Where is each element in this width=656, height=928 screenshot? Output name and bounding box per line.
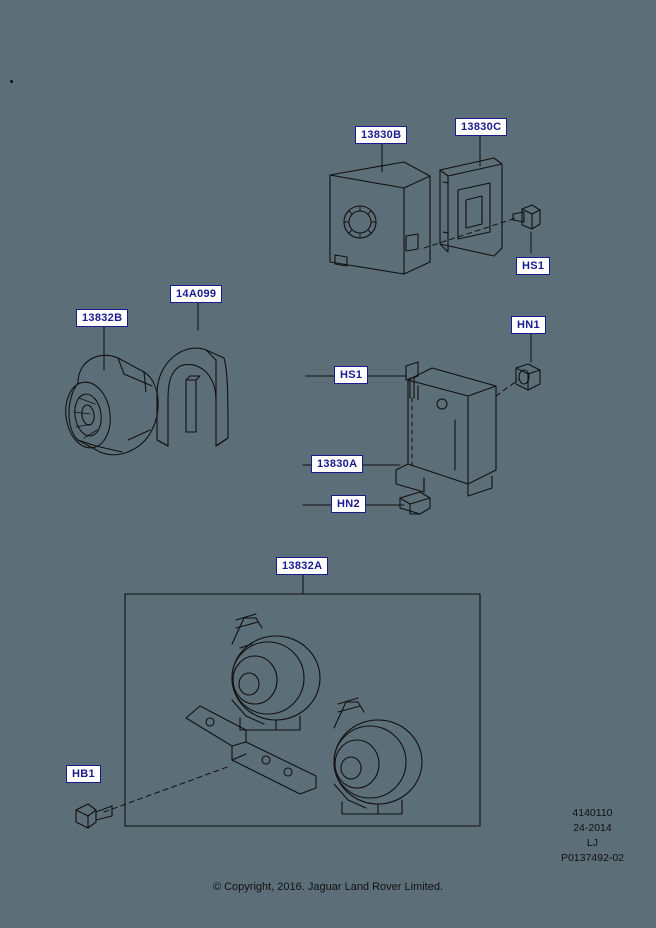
callout-HS1-middle[interactable]: HS1	[334, 366, 368, 384]
drawing-date: 24-2014	[573, 822, 612, 834]
leader-lines	[104, 135, 531, 594]
part-HB1-bolt	[76, 804, 112, 828]
part-13832A-horn-upper	[232, 614, 320, 730]
callout-HS1-top[interactable]: HS1	[516, 257, 550, 275]
callout-13832A[interactable]: 13832A	[276, 557, 328, 575]
part-HN2-clip	[400, 492, 430, 514]
callout-HN2[interactable]: HN2	[331, 495, 366, 513]
part-13832B-horn	[62, 355, 158, 454]
callout-13830B[interactable]: 13830B	[355, 126, 407, 144]
registration-mark	[10, 80, 13, 83]
callout-14A099[interactable]: 14A099	[170, 285, 222, 303]
part-13830A-bracket	[396, 368, 496, 496]
callout-HB1[interactable]: HB1	[66, 765, 101, 783]
copyright-notice: © Copyright, 2016. Jaguar Land Rover Limited.	[212, 881, 444, 893]
part-13832A-mount-bracket	[186, 706, 316, 794]
callout-13832B[interactable]: 13832B	[76, 309, 128, 327]
callout-HN1[interactable]: HN1	[511, 316, 546, 334]
part-13832A-assembly-box	[125, 594, 480, 826]
assembly-line-bottom	[104, 766, 230, 812]
assembly-line-right	[496, 380, 518, 396]
callout-13830C[interactable]: 13830C	[455, 118, 507, 136]
drawing-number: 4140110	[572, 807, 613, 819]
title-block	[561, 806, 624, 866]
callout-13830A[interactable]: 13830A	[311, 455, 363, 473]
part-reference: P0137492-02	[560, 852, 624, 864]
part-HS1-bolt-top	[513, 205, 540, 229]
part-13830C-bracket	[440, 158, 502, 256]
part-13832A-horn-lower	[334, 698, 422, 814]
part-HN1-nut	[516, 364, 540, 390]
part-13830B-module	[330, 162, 430, 274]
part-14A099-cover	[157, 348, 228, 446]
model-code: LJ	[586, 837, 599, 849]
